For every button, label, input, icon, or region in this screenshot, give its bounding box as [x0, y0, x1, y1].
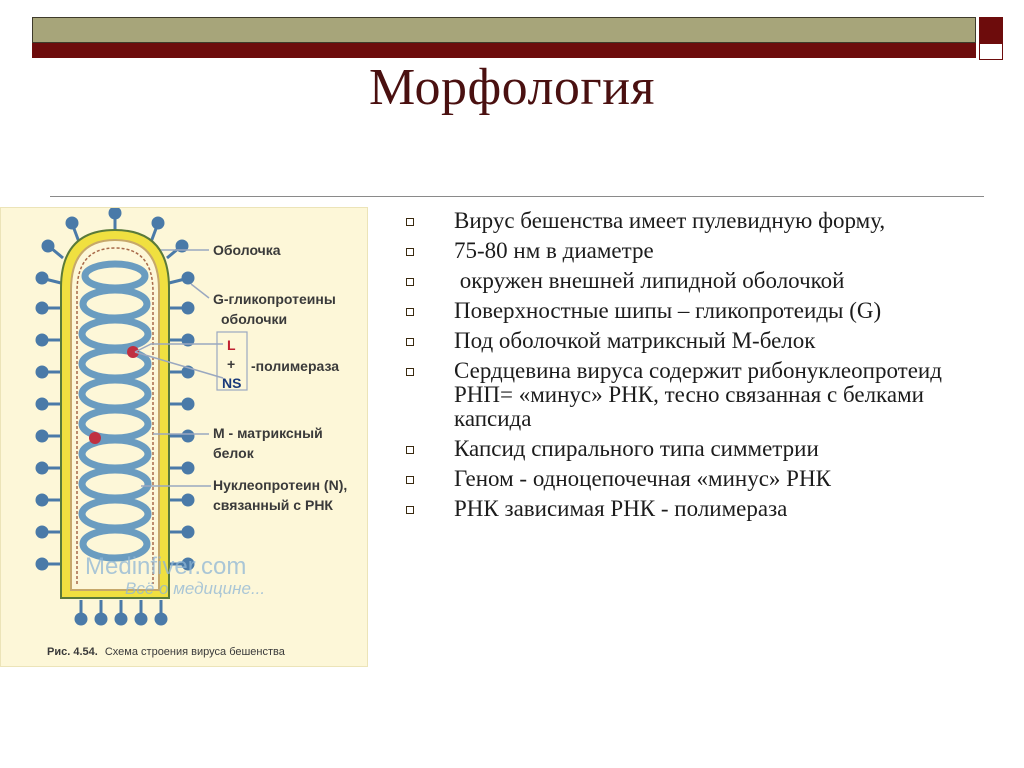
caption-number: Рис. 4.54. — [47, 646, 98, 658]
label-polymerase: -полимераза — [251, 358, 340, 374]
bullet-item: Капсид спирального типа симметрии — [400, 437, 1000, 461]
rabies-virus-diagram — [1, 208, 367, 666]
label-nucleoprotein-1: Нуклеопротеин (N), — [213, 477, 348, 493]
virus-structure-figure — [0, 207, 368, 667]
bullet-item: окружен внешней липидной оболочкой — [400, 269, 1000, 293]
corner-square-filled — [979, 17, 1003, 43]
square-bullet-icon — [406, 248, 414, 256]
bullet-item: РНК зависимая РНК - полимераза — [400, 497, 1000, 521]
watermark-tagline: Всё о медицине... — [125, 579, 266, 598]
svg-text:Рис. 4.54. Схема строени — [47, 646, 286, 658]
polymerase-dot — [89, 432, 101, 444]
label-nucleoprotein-2: связанный с РНК — [213, 497, 333, 513]
square-bullet-icon — [406, 506, 414, 514]
bullet-item: Поверхностные шипы – гликопротеиды (G) — [400, 299, 1000, 323]
square-bullet-icon — [406, 446, 414, 454]
label-plus: + — [227, 356, 236, 372]
watermark-site: Medinfiver.com — [85, 553, 247, 580]
bullet-item: 75-80 нм в диаметре — [400, 239, 1000, 263]
bullet-list — [400, 209, 1000, 527]
bullet-item: Сердцевина вируса содержит рибонуклеопротеид РНП= «минус» РНК, тесно связанная с белками капсида — [400, 359, 1000, 431]
square-bullet-icon — [406, 476, 414, 484]
square-bullet-icon — [406, 218, 414, 226]
bullet-item: Вирус бешенства имеет пулевидную форму, — [400, 209, 1000, 233]
label-matrix-2: белок — [213, 445, 254, 461]
square-bullet-icon — [406, 278, 414, 286]
caption-text: Схема строения вируса бешенства — [104, 646, 285, 658]
label-matrix-1: М - матриксный — [213, 425, 323, 441]
label-glycoprotein-2: оболочки — [221, 311, 288, 327]
bullet-item: Геном - одноцепочечная «минус» РНК — [400, 467, 1000, 491]
header-bar-red — [32, 43, 976, 58]
square-bullet-icon — [406, 308, 414, 316]
slide-title: Морфология — [369, 59, 655, 116]
bullet-item: Под оболочкой матриксный М-белок — [400, 329, 1000, 353]
label-L: L — [227, 337, 236, 353]
label-NS: NS — [222, 375, 242, 391]
header-bar-olive — [32, 17, 976, 43]
label-envelope: Оболочка — [213, 242, 281, 258]
square-bullet-icon — [406, 338, 414, 346]
square-bullet-icon — [406, 368, 414, 376]
label-glycoprotein-1: G-гликопротеины — [213, 291, 336, 307]
title-divider — [50, 196, 984, 197]
